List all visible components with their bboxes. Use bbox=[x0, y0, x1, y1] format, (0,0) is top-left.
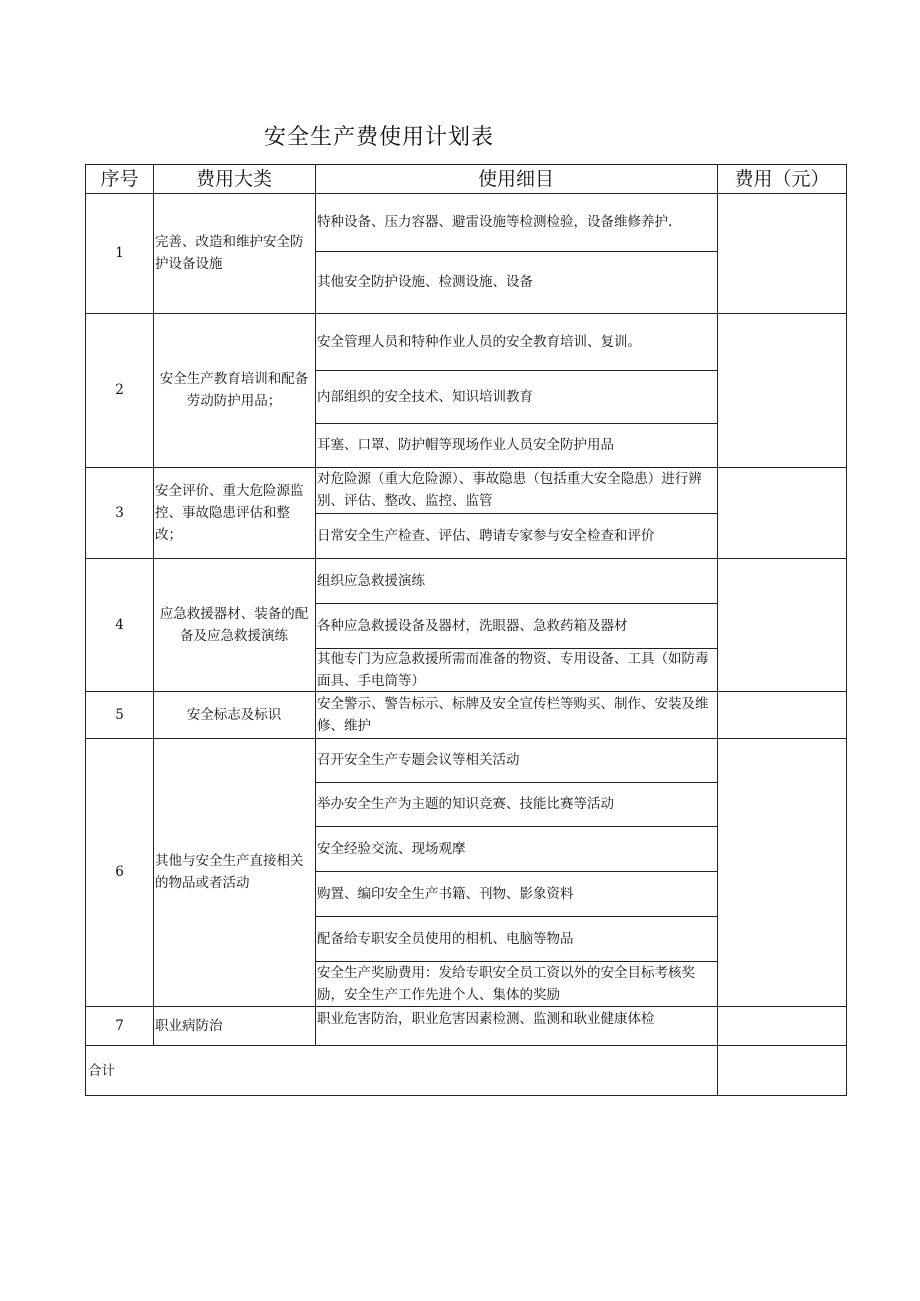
row-seq: 3 bbox=[115, 504, 124, 521]
total-label: 合计 bbox=[88, 1062, 115, 1079]
header-cost: 费用（元） bbox=[734, 168, 830, 190]
col-divider-detail bbox=[717, 165, 718, 1096]
row-detail: 对危险源（重大危险源）、事故隐患（包括重大安全隐患）进行辨别、评估、整改、监控、监管 bbox=[317, 471, 702, 509]
header-category: 费用大类 bbox=[195, 168, 272, 190]
row-detail: 召开安全生产专题会议等相关活动 bbox=[317, 752, 520, 768]
row-detail: 耳塞、口罩、防护帽等现场作业人员安全防护用品 bbox=[317, 437, 614, 453]
row-seq: 4 bbox=[115, 616, 124, 633]
row-seq: 7 bbox=[115, 1017, 124, 1034]
row-category: 职业病防治 bbox=[155, 1017, 223, 1034]
header-detail: 使用细目 bbox=[477, 168, 554, 190]
row-category: 其他与安全生产直接相关的物品或者活动 bbox=[155, 853, 304, 891]
row-detail: 购置、编印安全生产书籍、刊物、影象资料 bbox=[317, 885, 574, 902]
row-seq: 2 bbox=[115, 382, 124, 398]
row-seq: 5 bbox=[115, 706, 124, 723]
cost-plan-table bbox=[85, 164, 847, 1096]
row-category: 安全标志及标识 bbox=[186, 706, 282, 723]
row-detail: 安全警示、警告标示、标牌及安全宣传栏等购买、制作、安装及维修、维护 bbox=[317, 695, 709, 734]
row-category: 完善、改造和维护安全防护设备设施 bbox=[155, 234, 304, 272]
row-seq: 1 bbox=[115, 245, 124, 261]
row-detail: 举办安全生产为主题的知识竞赛、技能比赛等活动 bbox=[317, 796, 614, 812]
row-detail: 其他安全防护设施、检测设施、设备 bbox=[317, 274, 533, 290]
page-title: 安全生产费使用计划表 bbox=[264, 125, 495, 150]
row-detail: 特种设备、压力容器、避雷设施等检测检验，设备维修养护. bbox=[317, 214, 673, 230]
row-category: 安全评价、重大危险源监控、事故隐患评估和整改； bbox=[155, 482, 304, 543]
row-detail: 日常安全生产检查、评估、聘请专家参与安全检查和评价 bbox=[317, 527, 655, 544]
row-detail: 配备给专职安全员使用的相机、电脑等物品 bbox=[317, 930, 574, 947]
row-detail: 组织应急救援演练 bbox=[317, 572, 425, 589]
row-detail: 其他专门为应急救援所需而准备的物资、专用设备、工具（如防毒面具、手电筒等） bbox=[317, 650, 709, 689]
row-category: 安全生产教育培训和配备劳动防护用品； bbox=[159, 371, 309, 409]
row-category: 应急救援器材、装备的配备及应急救援演练 bbox=[159, 605, 309, 644]
row-detail: 安全生产奖励费用：发给专职安全员工资以外的安全目标考核奖励，安全生产工作先进个人、集体的奖励 bbox=[317, 964, 695, 1003]
row-detail: 各种应急救援设备及器材，洗眼器、急救药箱及器材 bbox=[317, 617, 628, 634]
row-seq: 6 bbox=[115, 864, 124, 880]
row-detail: 职业危害防治，职业危害因素检测、监测和耿业健康体检 bbox=[317, 1011, 655, 1027]
header-seq: 序号 bbox=[100, 168, 139, 190]
row-detail: 安全管理人员和特种作业人员的安全教育培训、复训。 bbox=[317, 333, 641, 350]
row-detail: 内部组织的安全技术、知识培训教育 bbox=[317, 388, 533, 405]
row-detail: 安全经验交流、现场观摩 bbox=[317, 840, 466, 857]
